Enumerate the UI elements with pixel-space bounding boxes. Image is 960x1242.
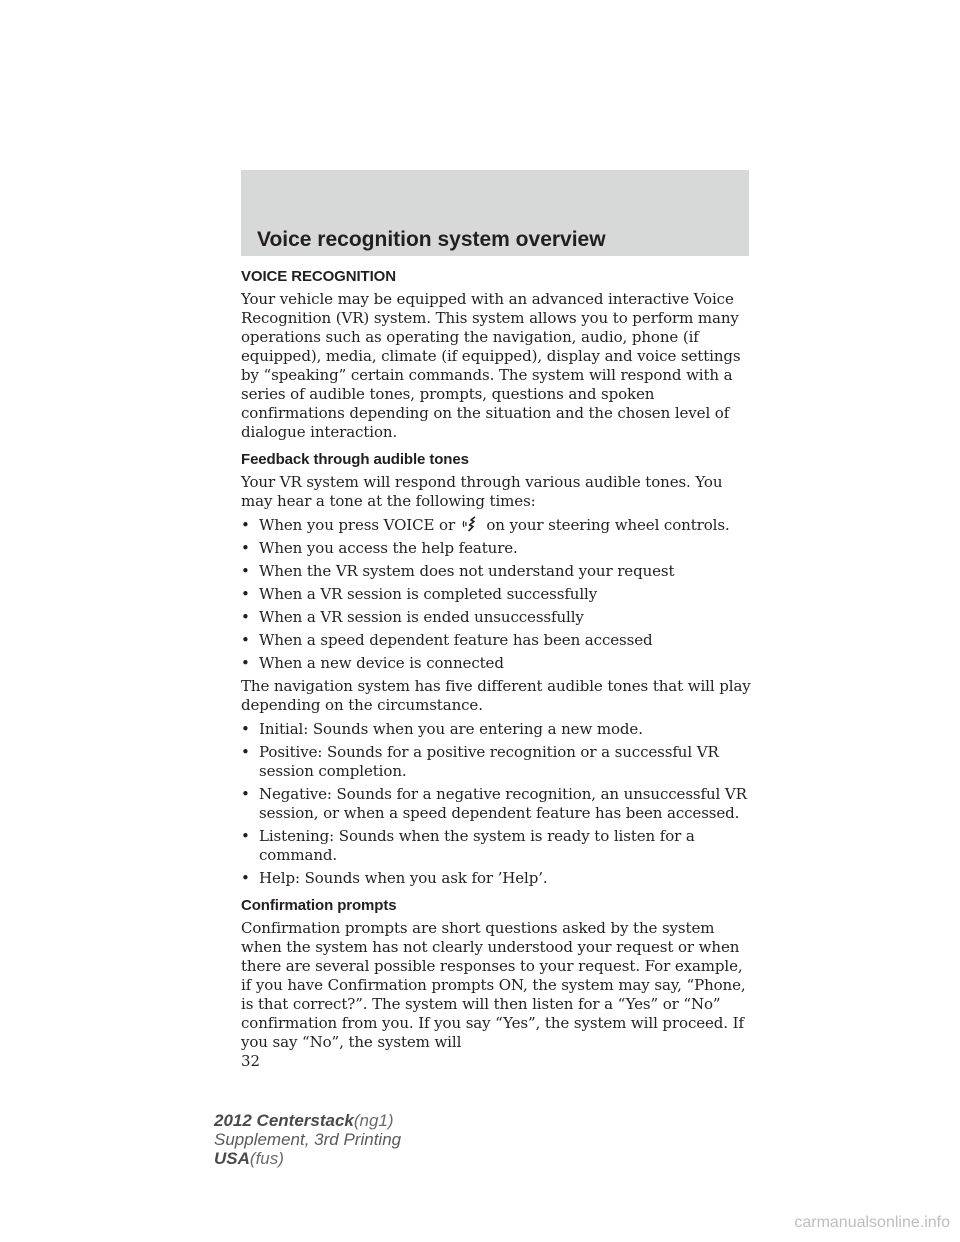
voice-bullet-text-after: on your steering wheel controls. [486, 516, 730, 534]
footer-line-2: Supplement, 3rd Printing [214, 1130, 402, 1149]
list-item-text: Positive: Sounds for a positive recognition or a successful VR session completion. [259, 743, 719, 780]
bullet: • [241, 785, 250, 803]
bullet: • [241, 539, 250, 557]
print-footer [214, 1111, 401, 1168]
list-item [241, 827, 751, 865]
footer-line-3 [214, 1149, 401, 1168]
page-number: 32 [241, 1052, 260, 1070]
list-item-text: Initial: Sounds when you are entering a new mode. [259, 720, 643, 738]
section-header-band [241, 170, 749, 256]
bullet: • [241, 654, 250, 672]
list-item [241, 631, 751, 650]
list-item [241, 539, 751, 558]
vr-paragraph: Your vehicle may be equipped with an advanced interactive Voice Recognition (VR) system. This system allows you to perform many operations such as operating the navigation, audio, phone (if equipped), media, climate (if equipped), display and voice settings by “speaking” certain commands. The system will respond with a series of audible tones, prompts, questions and spoken confirmations depending on the situation and the chosen level of dialogue interaction. [241, 290, 741, 441]
voice-bullet-text-before: When you press VOICE or [259, 516, 456, 534]
heading-confirmation-prompts: Confirmation prompts [241, 897, 397, 914]
list-item-text: Help: Sounds when you ask for ’Help’. [259, 869, 548, 887]
list-item [241, 562, 751, 581]
bullet: • [241, 608, 250, 626]
bullet: • [241, 743, 250, 761]
list-item [241, 608, 751, 627]
footer-code: (ng1) [353, 1111, 394, 1130]
list-item [241, 785, 751, 823]
list-item [241, 743, 751, 781]
list-item [241, 654, 751, 673]
list-item-text: When a speed dependent feature has been accessed [259, 631, 653, 649]
watermark: carmanualsonline.info [794, 1214, 950, 1231]
list-item [241, 585, 751, 604]
list-item-text: When the VR system does not understand your request [259, 562, 675, 580]
list-item-text: Negative: Sounds for a negative recognition, an unsuccessful VR session, or when a speed dependent feature has been accessed. [259, 785, 747, 822]
list-item-text: Listening: Sounds when the system is ready to listen for a command. [259, 827, 695, 864]
bullet: • [241, 562, 250, 580]
bullet: • [241, 516, 250, 534]
list-item-text: When a new device is connected [259, 654, 504, 672]
voice-command-icon [462, 516, 480, 532]
list-item [241, 720, 751, 739]
footer-model: 2012 Centerstack [214, 1111, 354, 1130]
page-content [241, 267, 751, 1071]
bullet: • [241, 869, 250, 887]
list-item [241, 869, 751, 888]
list-item [241, 516, 751, 535]
nav-tones-intro: The navigation system has five different audible tones that will play depending on the circumstance. [241, 677, 751, 714]
list-item-text: When you access the help feature. [259, 539, 518, 557]
feedback-intro: Your VR system will respond through various audible tones. You may hear a tone at the following times: [241, 473, 723, 510]
tones-list [241, 720, 751, 888]
bullet: • [241, 827, 250, 845]
footer-line-1 [214, 1111, 401, 1130]
feedback-list [241, 516, 751, 673]
footer-region: USA [214, 1149, 250, 1168]
footer-region-code: (fus) [249, 1149, 284, 1168]
heading-voice-recognition: VOICE RECOGNITION [241, 268, 396, 285]
bullet: • [241, 585, 250, 603]
list-item-text: When a VR session is completed successfully [259, 585, 598, 603]
list-item-text: When a VR session is ended unsuccessfully [259, 608, 584, 626]
section-title: Voice recognition system overview [257, 228, 606, 251]
heading-feedback: Feedback through audible tones [241, 451, 469, 468]
bullet: • [241, 631, 250, 649]
confirmation-paragraph: Confirmation prompts are short questions asked by the system when the system has not clearly understood your request or when there are several possible responses to your request. For example, if you have Confirmation prompts ON, the system may say, “Phone, is that correct?”. The system will then listen for a “Yes” or “No” confirmation from you. If you say “Yes”, the system will proceed. If you say “No”, the system will [241, 919, 746, 1051]
bullet: • [241, 720, 250, 738]
